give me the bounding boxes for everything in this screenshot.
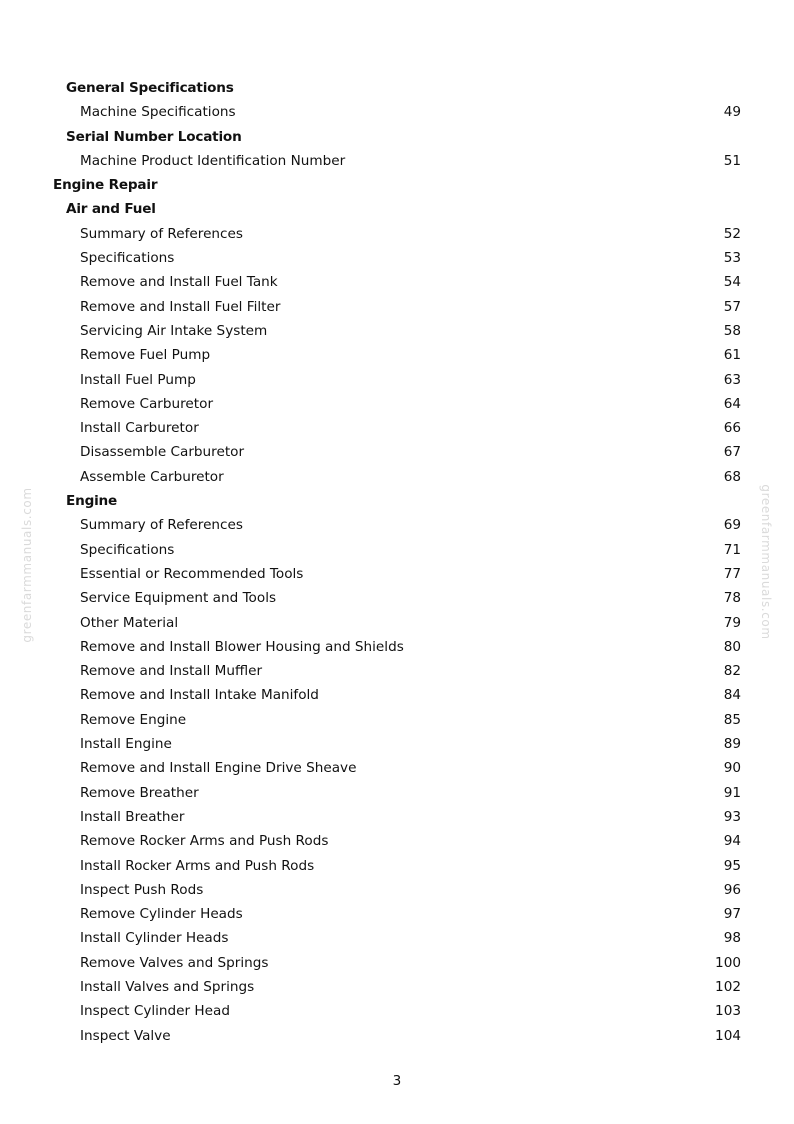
page-number: 3 [392,1073,402,1089]
toc-entry-page-number: 68 [723,468,741,485]
toc-entry-page-number: 103 [715,1003,741,1020]
toc-entry-label: Install Breather [80,808,185,825]
toc-entry-label: Engine [66,493,118,510]
toc-entry[interactable] [0,951,794,975]
toc-entry-page-number: 85 [723,711,741,728]
toc-entry-label: Machine Product Identification Number [80,152,346,169]
toc-section-heading[interactable] [0,489,794,513]
watermark-right: greenfarmmanuals.com [759,484,773,640]
toc-entry-label: Servicing Air Intake System [80,322,268,339]
toc-entry-label: Serial Number Location [66,128,242,145]
toc-entry[interactable] [0,270,794,294]
toc-entry-label: Remove and Install Engine Drive Sheave [80,760,357,777]
toc-entry-label: Machine Specifications [80,104,236,121]
toc-chapter-heading[interactable] [0,173,794,197]
toc-entry-label: Install Rocker Arms and Push Rods [80,857,315,874]
toc-entry-label: Summary of References [80,225,243,242]
toc-entry-label: Remove Rocker Arms and Push Rods [80,833,329,850]
toc-entry-label: Remove Carburetor [80,395,214,412]
toc-entry-page-number: 102 [715,978,741,995]
toc-entry-label: Other Material [80,614,179,631]
toc-entry[interactable] [0,926,794,950]
toc-entry-label: Inspect Push Rods [80,881,204,898]
toc-entry[interactable] [0,829,794,853]
toc-entry-page-number: 71 [723,541,741,558]
toc-entry-label: Summary of References [80,517,243,534]
toc-entry[interactable] [0,611,794,635]
toc-entry[interactable] [0,975,794,999]
toc-entry-label: Remove Cylinder Heads [80,906,243,923]
toc-entry-label: Specifications [80,541,175,558]
toc-entry-label: Specifications [80,250,175,267]
toc-entry-label: Remove and Install Muffler [80,663,263,680]
toc-entry[interactable] [0,465,794,489]
toc-entry-page-number: 52 [723,225,741,242]
toc-entry[interactable] [0,635,794,659]
toc-entry-page-number: 66 [723,420,741,437]
toc-entry[interactable] [0,1024,794,1048]
toc-entry[interactable] [0,246,794,270]
toc-entry-page-number: 95 [723,857,741,874]
toc-entry-label: Inspect Cylinder Head [80,1003,230,1020]
toc-entry-page-number: 63 [723,371,741,388]
toc-entry-page-number: 80 [723,638,741,655]
toc-entry[interactable] [0,295,794,319]
toc-entry-page-number: 84 [723,687,741,704]
toc-entry-page-number: 91 [723,784,741,801]
toc-entry[interactable] [0,562,794,586]
toc-entry-label: Inspect Valve [80,1027,171,1044]
toc-entry-page-number: 78 [723,590,741,607]
toc-entry-label: Remove and Install Fuel Filter [80,298,281,315]
toc-entry-page-number: 77 [723,565,741,582]
toc-entry-page-number: 69 [723,517,741,534]
toc-entry-page-number: 98 [723,930,741,947]
toc-entry-label: Remove and Install Fuel Tank [80,274,278,291]
toc-entry-label: Remove and Install Intake Manifold [80,687,319,704]
toc-entry[interactable] [0,756,794,780]
toc-entry-label: Install Engine [80,736,172,753]
toc-entry-page-number: 82 [723,663,741,680]
toc-entry[interactable] [0,538,794,562]
toc-entry-label: General Specifications [66,80,234,96]
toc-entry[interactable] [0,683,794,707]
toc-entry-label: Air and Fuel [66,201,156,218]
toc-entry-label: Install Cylinder Heads [80,930,229,947]
toc-section-heading[interactable] [0,76,794,100]
toc-entry[interactable] [0,878,794,902]
toc-entry-page-number: 57 [723,298,741,315]
toc-entry-page-number: 96 [723,881,741,898]
toc-entry-label: Essential or Recommended Tools [80,565,304,582]
toc-entry-page-number: 58 [723,322,741,339]
toc-entry[interactable] [0,100,794,124]
toc-entry[interactable] [0,392,794,416]
toc-entry-page-number: 100 [715,954,741,971]
toc-entry-page-number: 90 [723,760,741,777]
toc-entry[interactable] [0,416,794,440]
toc-entry-label: Remove Engine [80,711,187,728]
toc-entry-page-number: 54 [723,274,741,291]
toc-entry[interactable] [0,222,794,246]
toc-entry-label: Remove and Install Blower Housing and Shields [80,638,404,655]
toc-entry[interactable] [0,149,794,173]
toc-entry-label: Engine Repair [53,177,158,194]
toc-entry[interactable] [0,854,794,878]
toc-entry[interactable] [0,368,794,392]
toc-entry-label: Remove Breather [80,784,199,801]
toc-entry-page-number: 94 [723,833,741,850]
table-of-contents [0,76,794,1048]
toc-entry-page-number: 67 [723,444,741,461]
toc-entry[interactable] [0,343,794,367]
toc-entry-page-number: 97 [723,906,741,923]
toc-entry-label: Assemble Carburetor [80,468,224,485]
toc-section-heading[interactable] [0,125,794,149]
toc-entry-page-number: 61 [723,347,741,364]
toc-entry-page-number: 104 [715,1027,741,1044]
toc-entry-page-number: 93 [723,808,741,825]
toc-entry[interactable] [0,586,794,610]
toc-entry[interactable] [0,902,794,926]
toc-entry-label: Install Carburetor [80,420,199,437]
toc-entry-label: Remove Fuel Pump [80,347,211,364]
toc-entry[interactable] [0,513,794,537]
toc-entry-label: Service Equipment and Tools [80,590,277,607]
toc-entry[interactable] [0,319,794,343]
toc-entry-page-number: 53 [723,250,741,267]
toc-entry-page-number: 79 [723,614,741,631]
toc-entry[interactable] [0,440,794,464]
toc-entry-label: Install Fuel Pump [80,371,196,388]
toc-entry[interactable] [0,659,794,683]
toc-entry-page-number: 51 [723,152,741,169]
toc-entry-page-number: 64 [723,395,741,412]
toc-entry[interactable] [0,781,794,805]
toc-entry-label: Install Valves and Springs [80,978,255,995]
toc-entry[interactable] [0,999,794,1023]
toc-entry[interactable] [0,732,794,756]
toc-entry-label: Disassemble Carburetor [80,444,245,461]
toc-section-heading[interactable] [0,197,794,221]
toc-entry-page-number: 49 [723,104,741,121]
toc-entry[interactable] [0,805,794,829]
toc-entry[interactable] [0,708,794,732]
toc-entry-page-number: 89 [723,736,741,753]
watermark-left: greenfarmmanuals.com [20,487,34,643]
toc-entry-label: Remove Valves and Springs [80,954,269,971]
